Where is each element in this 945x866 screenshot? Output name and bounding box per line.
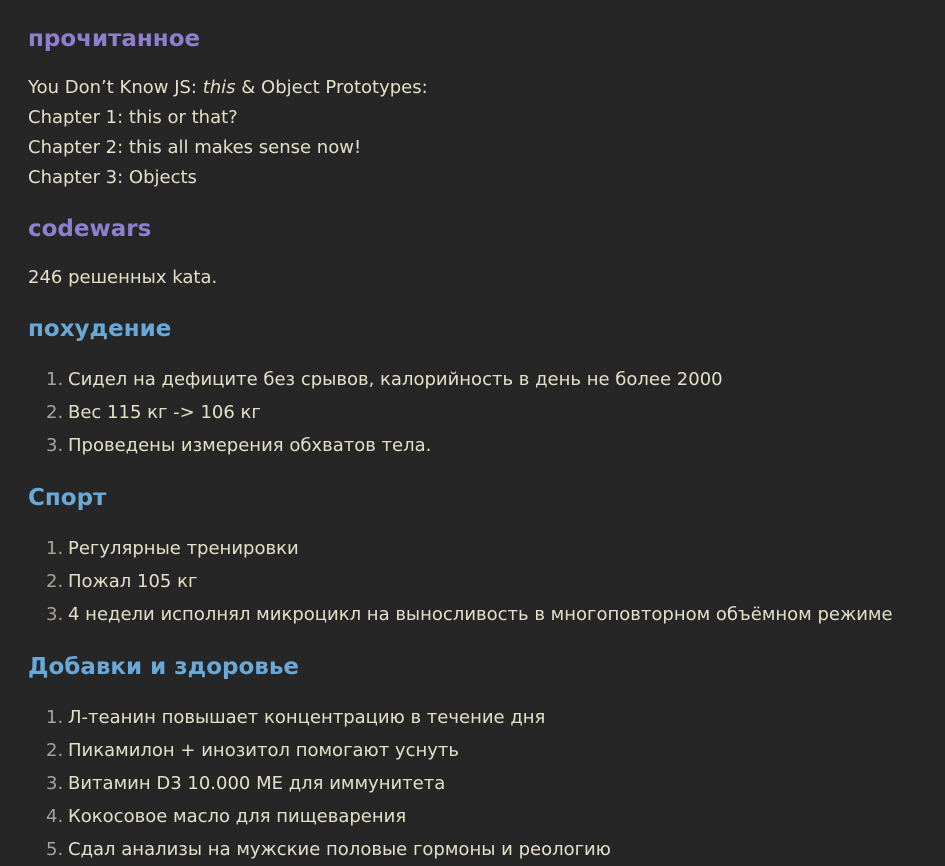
list-text: Вес 115 кг -> 106 кг [68, 402, 261, 423]
list-item [28, 603, 928, 636]
list-number: 3. [46, 435, 64, 456]
chapter-line: Chapter 1: this or that? [28, 107, 238, 128]
list-item [28, 706, 928, 739]
codewars-text: 246 решенных kata. [28, 267, 218, 288]
list-item [28, 772, 928, 805]
list-item [28, 401, 928, 434]
list-text: Пикамилон + инозитол помогают уснуть [68, 740, 459, 761]
list-item [28, 434, 928, 467]
heading-health: Добавки и здоровье [28, 654, 299, 680]
book-title [28, 76, 428, 100]
book-title-italic: this [202, 77, 236, 98]
list-text: Сидел на дефиците без срывов, калорийность в день не более 2000 [68, 369, 723, 390]
list-text: Пожал 105 кг [68, 571, 198, 592]
book-title-prefix: You Don’t Know JS: [28, 77, 203, 98]
list-text: 4 недели исполнял микроцикл на выносливость в многоповторном объёмном режиме [68, 604, 893, 625]
list-text: Проведены измерения обхватов тела. [68, 435, 432, 456]
list-number: 3. [46, 604, 64, 625]
list-number: 4. [46, 806, 64, 827]
chapter-line: Chapter 2: this all makes sense now! [28, 137, 362, 158]
list-item [28, 537, 928, 570]
weight-list [28, 368, 928, 467]
sport-list [28, 537, 928, 636]
list-number: 5. [46, 839, 64, 860]
list-item [28, 838, 928, 866]
list-text: Витамин D3 10.000 МЕ для иммунитета [68, 773, 446, 794]
list-text: Кокосовое масло для пищеварения [68, 806, 407, 827]
list-item [28, 570, 928, 603]
list-number: 2. [46, 402, 64, 423]
list-text: Сдал анализы на мужские половые гормоны и реологию [68, 839, 611, 860]
list-item [28, 739, 928, 772]
book-title-suffix: & Object Prototypes: [235, 77, 428, 98]
list-item [28, 805, 928, 838]
list-text: Л-теанин повышает концентрацию в течение дня [68, 707, 546, 728]
list-number: 3. [46, 773, 64, 794]
chapter-line: Chapter 3: Objects [28, 167, 197, 188]
heading-read: прочитанное [28, 26, 201, 52]
list-number: 2. [46, 740, 64, 761]
health-list [28, 706, 928, 866]
heading-weight: похудение [28, 316, 172, 342]
list-item [28, 368, 928, 401]
list-number: 1. [46, 369, 64, 390]
list-number: 1. [46, 707, 64, 728]
list-number: 2. [46, 571, 64, 592]
list-number: 1. [46, 538, 64, 559]
heading-sport: Спорт [28, 485, 107, 511]
list-text: Регулярные тренировки [68, 538, 299, 559]
heading-codewars: codewars [28, 216, 152, 242]
